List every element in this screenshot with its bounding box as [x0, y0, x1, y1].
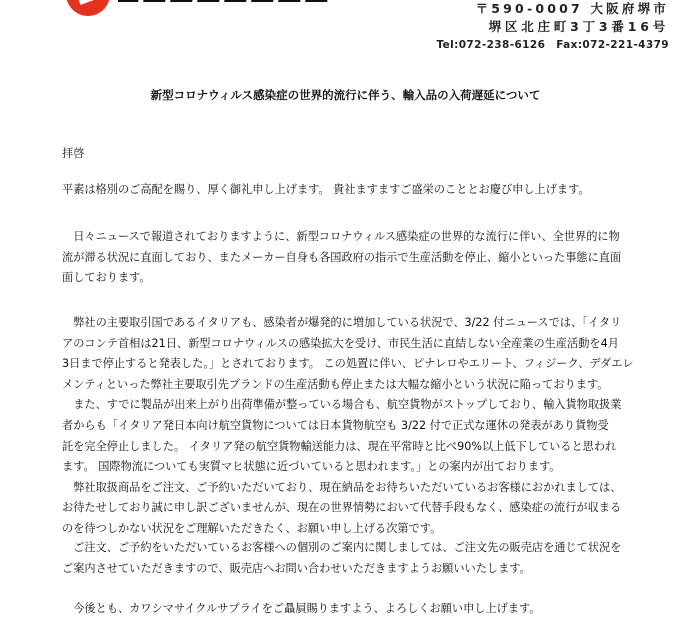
greeting: 拝啓	[62, 147, 85, 160]
address-phone-fax: Tel:072-238-6126 Fax:072-221-4379	[436, 39, 669, 51]
address-postal: 〒590-0007 大阪府堺市	[475, 1, 669, 16]
company-address	[436, 0, 669, 54]
paragraph-1: 平素は格別のご高配を賜り、厚く御礼申し上げます。 貴社ますますご盛栄のこととお慶び申し上げます。	[62, 183, 590, 196]
paragraph-4: ご注文、ご予約をいただいているお客様への個別のご案内に関しましては、ご注文先の販売店を通じて状況を ご案内させていただきますので、販売店へお問い合わせいただきますようお願いいたします。	[62, 541, 622, 575]
logo-wordmark	[118, 0, 343, 12]
logo-mark-icon	[66, 0, 110, 16]
document-title: 新型コロナウィルス感染症の世界的流行に伴う、輸入品の入荷遅延について	[150, 88, 541, 102]
paragraph-2: 日々ニュースで報道されておりますように、新型コロナウィルス感染症の世界的な流行に伴い、全世界的に物 流が滞る状況に直面しており、またメーカー自身も各国政府の指示で生産活動を停止、縮小といった事態に直面 面しております。	[62, 230, 622, 285]
paragraph-3: 弊社の主要取引国であるイタリアも、感染者が爆発的に増加している状況で、3/22 付ニュースでは、「イタリ アのコンテ首相は21日、新型コロナウィルスの感染拡大を受け、市民生活に直結しない全産業の生産活動を4月 3日まで停止すると発表した。」とされております。 この処置に伴い、ピナレロやエリート、フィジーク、デダエレ メンティといった弊社主要取引先ブランドの生産活動も停止または大幅な縮小という状況に陥っております。 また、すでに製品が出来上がり出荷準備が整っている場合も、航空貨物がストップしており、輸入貨物取扱業 者からも「イタリア発日本向け航空貨物については日本貨物航空も 3/22 付で正式な運休の発表があり貨物受 託を完全停止しました。 イタリア発の航空貨物輸送能力は、現在平常時と比べ90%以上低下していると思われ ます。 国際物流についても実質マヒ状態に近づいていると思われます。」との案内が出ております。 弊社取扱商品をご注文、ご予約いただいており、現在納品をお待ちいただいているお客様におかれましては、 お待たせしており誠に申し訳ございませんが、現在の世界情勢において代替手段もなく、感染症の流行が収まる のを待つしかない状況をご理解いただきたく、お願い申し上げる次第です。	[62, 316, 634, 535]
paragraph-5: 今後とも、カワシマサイクルサプライをご贔屓賜りますよう、よろしくお願い申し上げます。	[62, 602, 541, 615]
address-street: 堺区北庄町3丁3番16号	[488, 19, 669, 34]
company-logo	[66, 0, 356, 16]
